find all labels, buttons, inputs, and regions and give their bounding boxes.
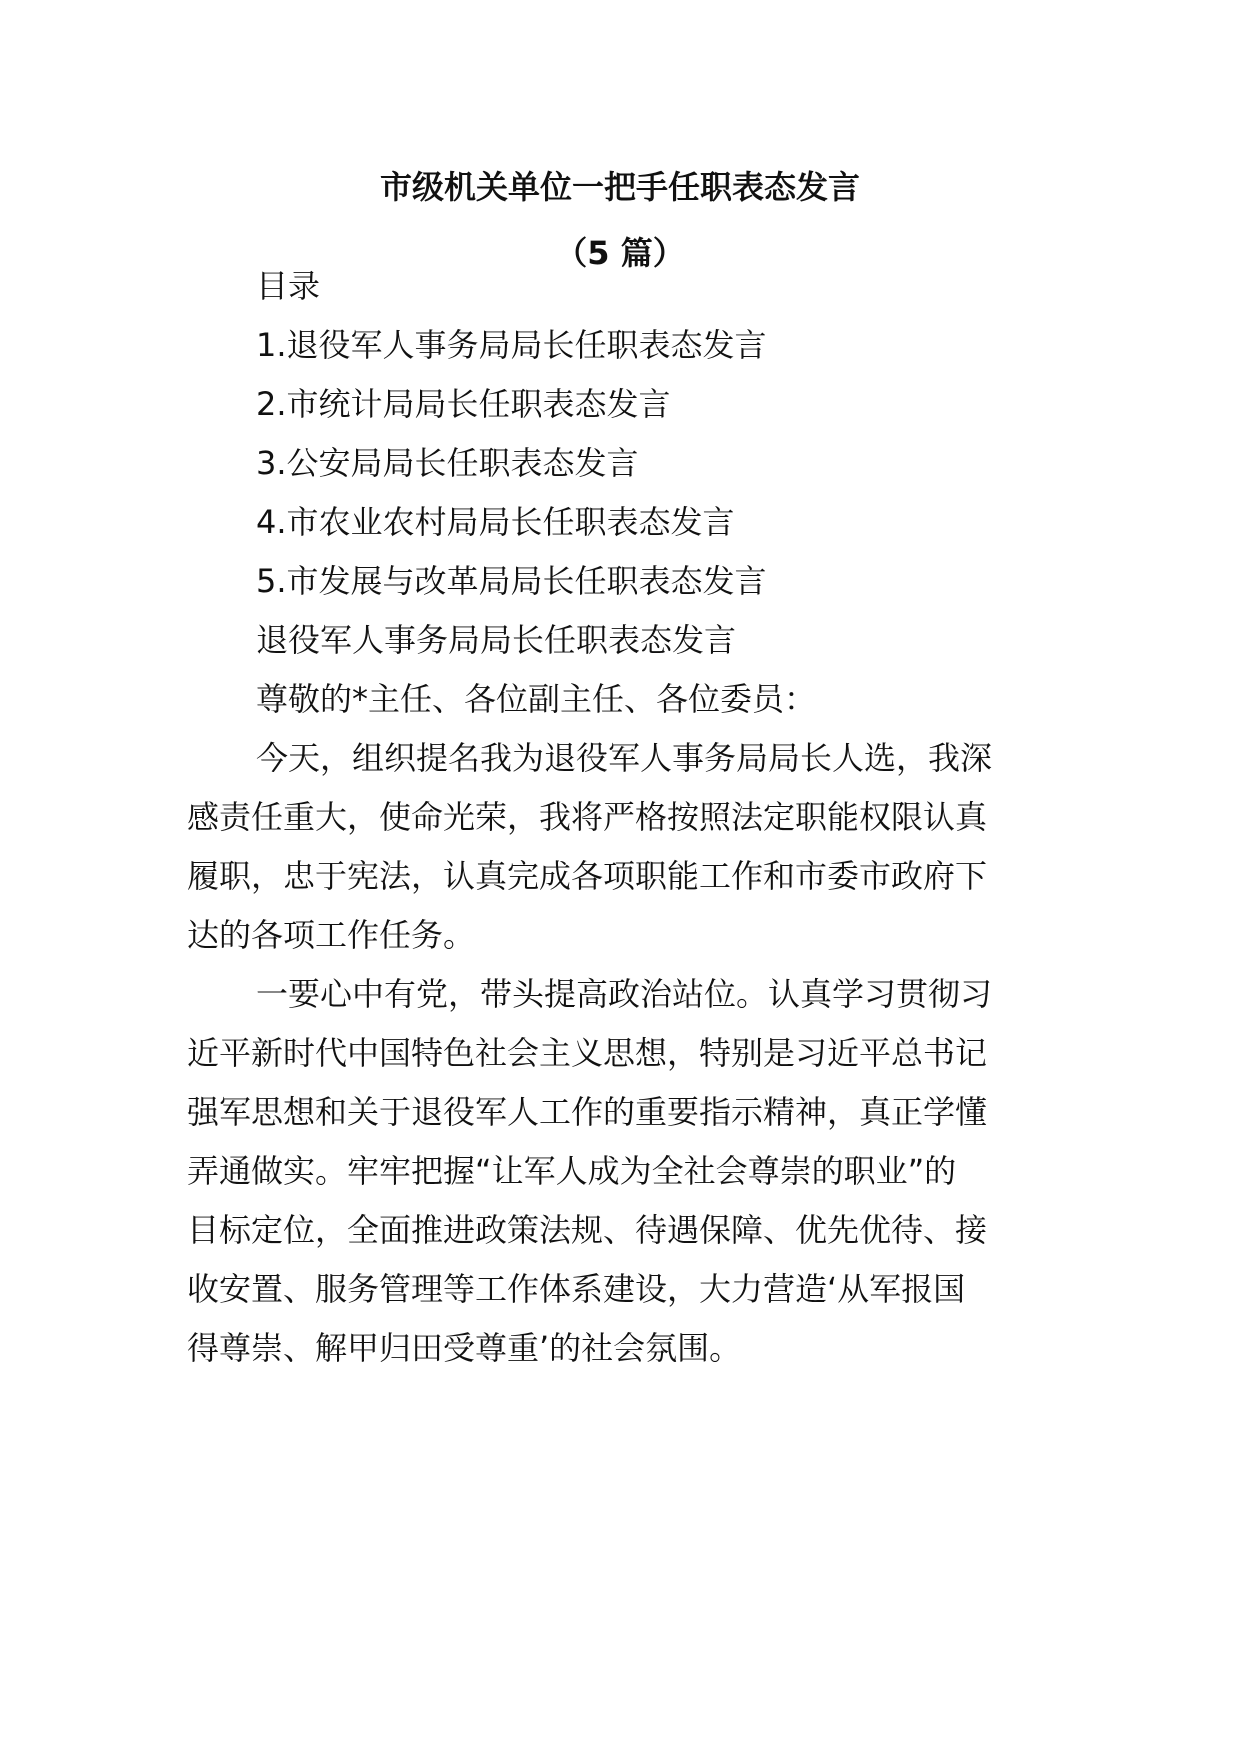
section-heading: 退役军人事务局局长任职表态发言	[256, 621, 737, 659]
toc-heading: 目录	[256, 267, 321, 305]
paragraph2-line6: 收安置、服务管理等工作体系建设，大力营造‘从军报国	[187, 1270, 966, 1308]
paragraph1-line3: 履职，忠于宪法，认真完成各项职能工作和市委市政府下	[187, 857, 988, 895]
paragraph2-line5: 目标定位，全面推进政策法规、待遇保障、优先优待、接	[187, 1211, 988, 1249]
document-title: 市级机关单位一把手任职表态发言	[379, 168, 860, 206]
document-subtitle: （5 篇）	[555, 234, 685, 272]
paragraph2-line1: 一要心中有党，带头提高政治站位。认真学习贯彻习	[256, 975, 993, 1013]
paragraph2-line7: 得尊崇、解甲归田受尊重’的社会氛围。	[187, 1329, 742, 1367]
paragraph2-line2: 近平新时代中国特色社会主义思想，特别是习近平总书记	[187, 1034, 988, 1072]
paragraph1-line2: 感责任重大，使命光荣，我将严格按照法定职能权限认真	[187, 798, 988, 836]
salutation: 尊敬的*主任、各位副主任、各位委员：	[256, 680, 817, 718]
toc-item-3: 3.公安局局长任职表态发言	[256, 444, 639, 482]
toc-item-4: 4.市农业农村局局长任职表态发言	[256, 503, 735, 541]
paragraph2-line4: 弄通做实。牢牢把握“让军人成为全社会尊崇的职业”的	[187, 1152, 957, 1190]
toc-item-1: 1.退役军人事务局局长任职表态发言	[256, 326, 767, 364]
paragraph1-line1: 今天，组织提名我为退役军人事务局局长人选，我深	[256, 739, 993, 777]
paragraph1-line4: 达的各项工作任务。	[187, 916, 476, 954]
toc-item-2: 2.市统计局局长任职表态发言	[256, 385, 671, 423]
toc-item-5: 5.市发展与改革局局长任职表态发言	[256, 562, 767, 600]
paragraph2-line3: 强军思想和关于退役军人工作的重要指示精神，真正学懂	[187, 1093, 988, 1131]
